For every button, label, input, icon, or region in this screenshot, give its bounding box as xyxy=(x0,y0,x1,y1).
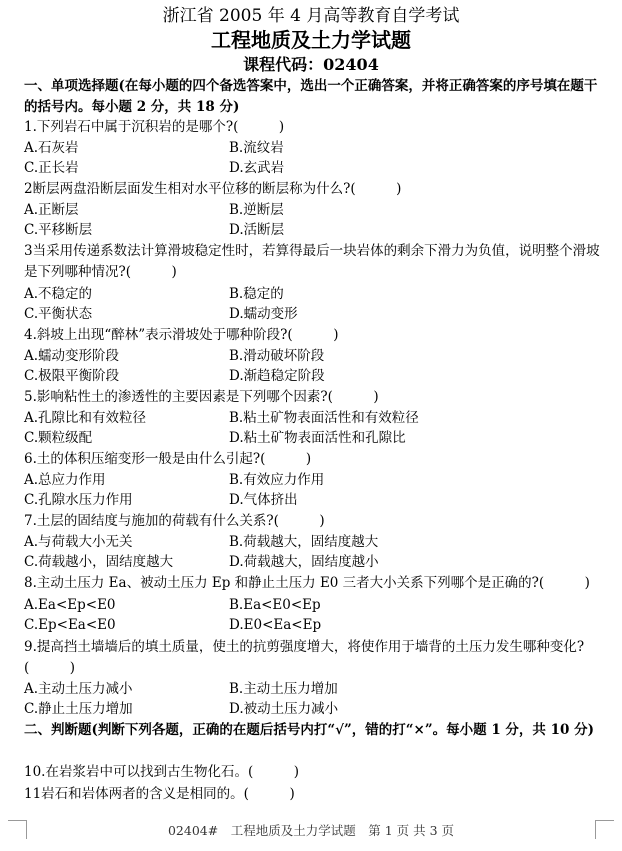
question-10: 10.在岩浆岩中可以找到古生物化石。( ) xyxy=(24,764,300,780)
question-7: 7.土层的固结度与施加的荷载有什么关系?( ) xyxy=(24,513,325,529)
section-2-heading: 二、判断题(判断下列各题，正确的在题后括号内打“√”，错的打“×”。每小题 1 分，共 10 分) xyxy=(24,722,594,738)
q2-option-a: A.正断层 xyxy=(24,202,79,218)
question-11: 11岩石和岩体两者的含义是相同的。( ) xyxy=(24,786,295,802)
question-3: 3当采用传递系数法计算滑坡稳定性时，若算得最后一块岩体的剩余下滑力为负值，说明整个滑坡是下列哪种情况?( ) xyxy=(24,243,600,280)
question-4: 4.斜坡上出现“醉林”表示滑坡处于哪种阶段?( ) xyxy=(24,327,339,343)
q5-option-c: C.颗粒级配 xyxy=(24,430,93,446)
q1-option-b: B.流纹岩 xyxy=(229,140,284,156)
q2-option-c: C.平移断层 xyxy=(24,222,93,238)
q7-option-a: A.与荷载大小无关 xyxy=(24,534,133,550)
question-6: 6.土的体积压缩变形一般是由什么引起?( ) xyxy=(24,451,312,467)
q1-option-a: A.石灰岩 xyxy=(24,140,79,156)
q6-option-c: C.孔隙水压力作用 xyxy=(24,492,133,508)
q1-option-c: C.正长岩 xyxy=(24,160,79,176)
section-1-heading: 一、单项选择题(在每小题的四个备选答案中，选出一个正确答案，并将正确答案的序号填在题干的括号内。每小题 2 分，共 18 分) xyxy=(24,78,598,115)
q3-option-d: D.蠕动变形 xyxy=(229,306,298,322)
q3-option-c: C.平衡状态 xyxy=(24,306,93,322)
q9-option-d: D.被动土压力减小 xyxy=(229,701,339,717)
q4-option-d: D.渐趋稳定阶段 xyxy=(229,368,325,384)
question-5: 5.影响粘性土的渗透性的主要因素是下列哪个因素?( ) xyxy=(24,389,379,405)
q6-option-b: B.有效应力作用 xyxy=(229,472,325,488)
exam-header: 浙江省 2005 年 4 月高等教育自学考试 xyxy=(162,6,460,26)
q9-option-b: B.主动土压力增加 xyxy=(229,681,338,697)
q5-option-b: B.粘土矿物表面活性和有效粒径 xyxy=(229,410,419,426)
question-9: 9.提高挡土墙墙后的填土质量，使土的抗剪强度增大，将使作用于墙背的土压力发生哪种变化?( ) xyxy=(24,639,585,676)
q4-option-c: C.极限平衡阶段 xyxy=(24,368,120,384)
q6-option-a: A.总应力作用 xyxy=(24,472,106,488)
q9-option-a: A.主动土压力减小 xyxy=(24,681,133,697)
q8-option-b: B.Ea<E0<Ep xyxy=(229,597,321,613)
q6-option-d: D.气体挤出 xyxy=(229,492,298,508)
q3-option-b: B.稳定的 xyxy=(229,286,284,302)
q1-option-d: D.玄武岩 xyxy=(229,160,285,176)
q5-option-a: A.孔隙比和有效粒径 xyxy=(24,410,147,426)
page-footer: 02404# 工程地质及土力学试题 第 1 页 共 3 页 xyxy=(167,823,454,838)
q2-option-b: B.逆断层 xyxy=(229,202,284,218)
q4-option-b: B.滑动破坏阶段 xyxy=(229,348,325,364)
question-2: 2断层两盘沿断层面发生相对水平位移的断层称为什么?( ) xyxy=(24,181,402,197)
page-title: 工程地质及土力学试题 xyxy=(211,28,411,52)
q2-option-d: D.活断层 xyxy=(229,222,285,238)
q5-option-d: D.粘土矿物表面活性和孔隙比 xyxy=(229,430,406,446)
q7-option-b: B.荷载越大，固结度越大 xyxy=(229,534,379,550)
q8-option-d: D.E0<Ea<Ep xyxy=(229,617,322,633)
q3-option-a: A.不稳定的 xyxy=(24,286,93,302)
q8-option-a: A.Ea<Ep<E0 xyxy=(24,597,116,613)
q8-option-c: C.Ep<Ea<E0 xyxy=(24,617,116,633)
q7-option-d: D.荷载越大，固结度越小 xyxy=(229,554,379,570)
question-1: 1.下列岩石中属于沉积岩的是哪个?( ) xyxy=(24,119,285,135)
course-code: 课程代码：02404 xyxy=(243,55,379,74)
q4-option-a: A.蠕动变形阶段 xyxy=(24,348,120,364)
question-8: 8.主动土压力 Ea、被动土压力 Ep 和静止土压力 E0 三者大小关系下列哪个是正确的?( ) xyxy=(24,575,590,591)
q7-option-c: C.荷载越小，固结度越大 xyxy=(24,554,174,570)
q9-option-c: C.静止土压力增加 xyxy=(24,701,133,717)
